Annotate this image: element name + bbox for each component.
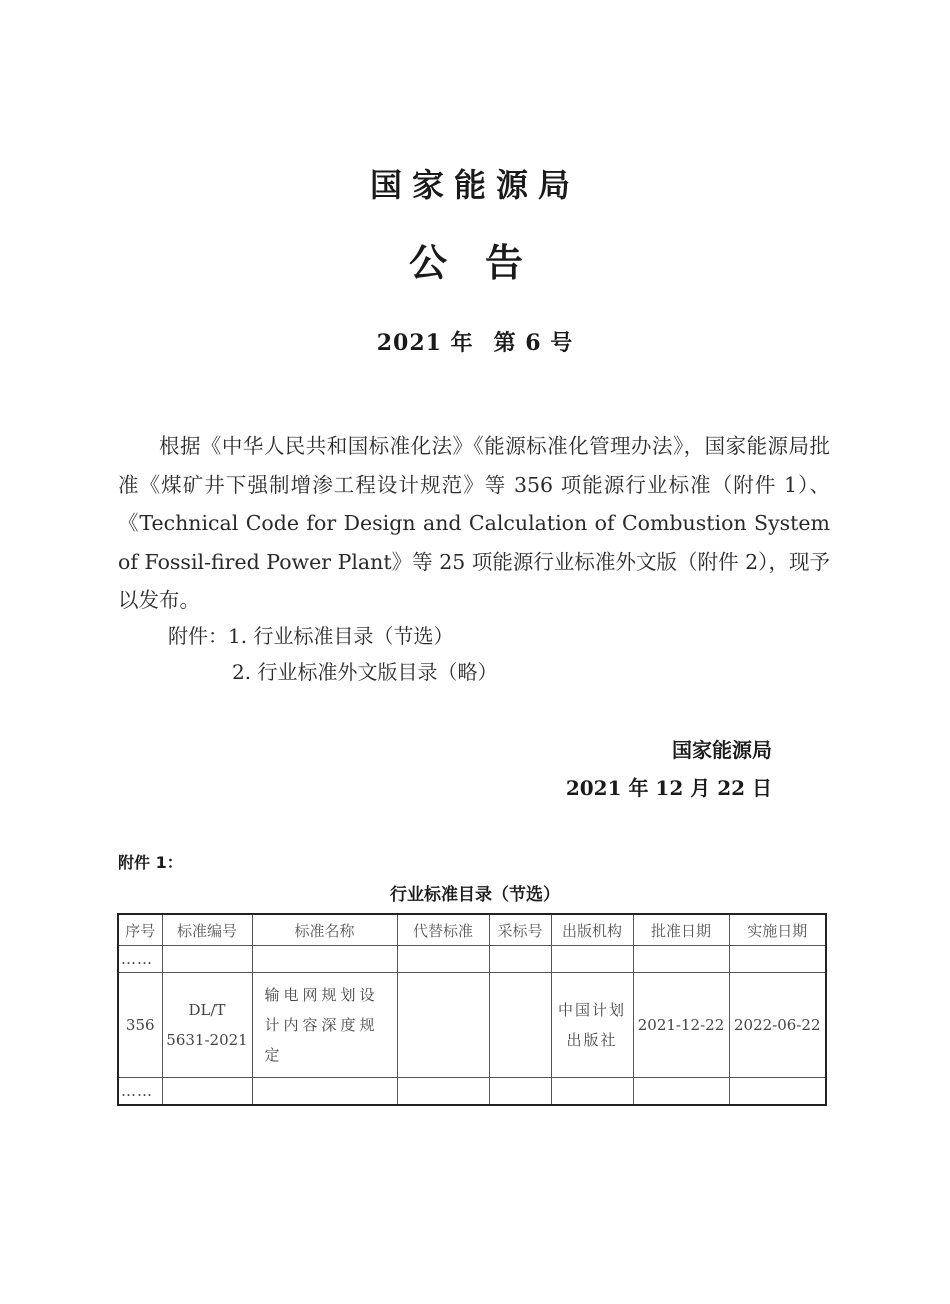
cell-no: 356 <box>118 973 162 1078</box>
col-header-adopted: 采标号 <box>489 914 551 946</box>
table-row-ellipsis-top <box>118 946 826 973</box>
cell-name: 输电网规划设计内容深度规定 <box>252 973 397 1078</box>
standards-table <box>117 913 827 1106</box>
table-header-row <box>118 914 826 946</box>
cell-replaces <box>397 973 489 1078</box>
cell-adopted <box>489 973 551 1078</box>
table-row-ellipsis-bottom <box>118 1078 826 1106</box>
col-header-replaces: 代替标准 <box>397 914 489 946</box>
col-header-code: 标准编号 <box>162 914 252 946</box>
attachment-line-2: 2. 行业标准外文版目录（略） <box>232 660 498 684</box>
col-header-no: 序号 <box>118 914 162 946</box>
cell-approved: 2021-12-22 <box>633 973 729 1078</box>
signature-date: 2021 年 12 月 22 日 <box>565 776 772 800</box>
col-header-approved: 批准日期 <box>633 914 729 946</box>
ellipsis-cell: …… <box>118 1078 162 1106</box>
issue-no: 第 6 号 <box>493 330 574 356</box>
cell-code-line2: 5631-2021 <box>166 1031 248 1049</box>
announcement-paragraph: 根据《中华人民共和国标准化法》《能源标准化管理办法》，国家能源局批准《煤矿井下强制增渗工程设计规范》等 356 项能源行业标准（附件 1）、《Technical Code for Design and Calculation of Combustion System of Fossil-fired Power Plant》等 25 项能源行业标准外文版（附件 2），现予以发布。 <box>118 434 830 612</box>
cell-publisher: 中国计划出版社 <box>551 973 633 1078</box>
cell-code <box>162 973 252 1078</box>
table-title: 行业标准目录（节选） <box>390 885 560 905</box>
cell-code-line1: DL/T <box>188 1001 226 1019</box>
col-header-effective: 实施日期 <box>729 914 826 946</box>
agency-title: 国家能源局 <box>369 166 580 204</box>
attachment-line-1: 附件：1. 行业标准目录（节选） <box>168 624 454 648</box>
issue-number <box>0 326 950 357</box>
ellipsis-cell: …… <box>118 946 162 973</box>
table-row <box>118 973 826 1078</box>
announcement-body <box>118 427 830 620</box>
cell-effective: 2022-06-22 <box>729 973 826 1078</box>
signature-agency: 国家能源局 <box>672 738 772 762</box>
col-header-publisher: 出版机构 <box>551 914 633 946</box>
annex-label: 附件 1： <box>118 853 183 872</box>
document-type-title: 公告 <box>408 241 561 285</box>
col-header-name: 标准名称 <box>252 914 397 946</box>
issue-year: 2021 年 <box>376 330 474 356</box>
